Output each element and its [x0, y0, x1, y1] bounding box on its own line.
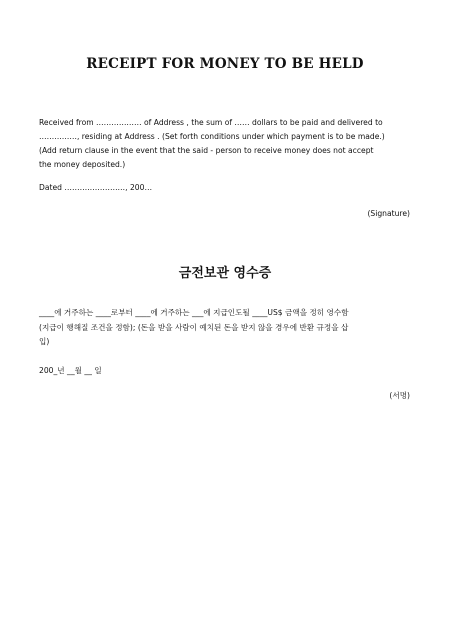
korean-signature-label: (서명)	[389, 391, 410, 400]
english-body-line-3: (Add return clause in the event that the said - person to receive money does not accept	[39, 146, 374, 155]
korean-body	[39, 306, 413, 350]
korean-date-line: 200_년 __월 __ 일	[39, 366, 102, 375]
korean-title: 금전보관 영수증	[178, 266, 272, 281]
korean-body-line-1: ____에 거주하는 ____로부터 ____에 거주하는 ___에 지급인도될 ____US$ 금액을 정히 영수함	[39, 308, 349, 317]
english-body-line-4: the money deposited.)	[39, 160, 126, 169]
english-dated-line: Dated ……………………, 200…	[39, 183, 153, 192]
english-title: RECEIPT FOR MONEY TO BE HELD	[86, 56, 364, 72]
korean-body-line-3: 입)	[39, 337, 50, 346]
english-body-line-1: Received from ……………… of Address , the sum of …… dollars to be paid and delivered to	[39, 118, 383, 127]
english-body-line-2: ……………, residing at Address . (Set forth conditions under which payment is to be made.)	[39, 132, 385, 141]
english-signature-label: (Signature)	[367, 209, 410, 218]
korean-body-line-2: (지급이 행해질 조건을 정함); (돈을 받을 사람이 예치된 돈을 받지 않을 경우에 반환 규정을 삽	[39, 322, 349, 332]
english-body	[39, 116, 415, 172]
